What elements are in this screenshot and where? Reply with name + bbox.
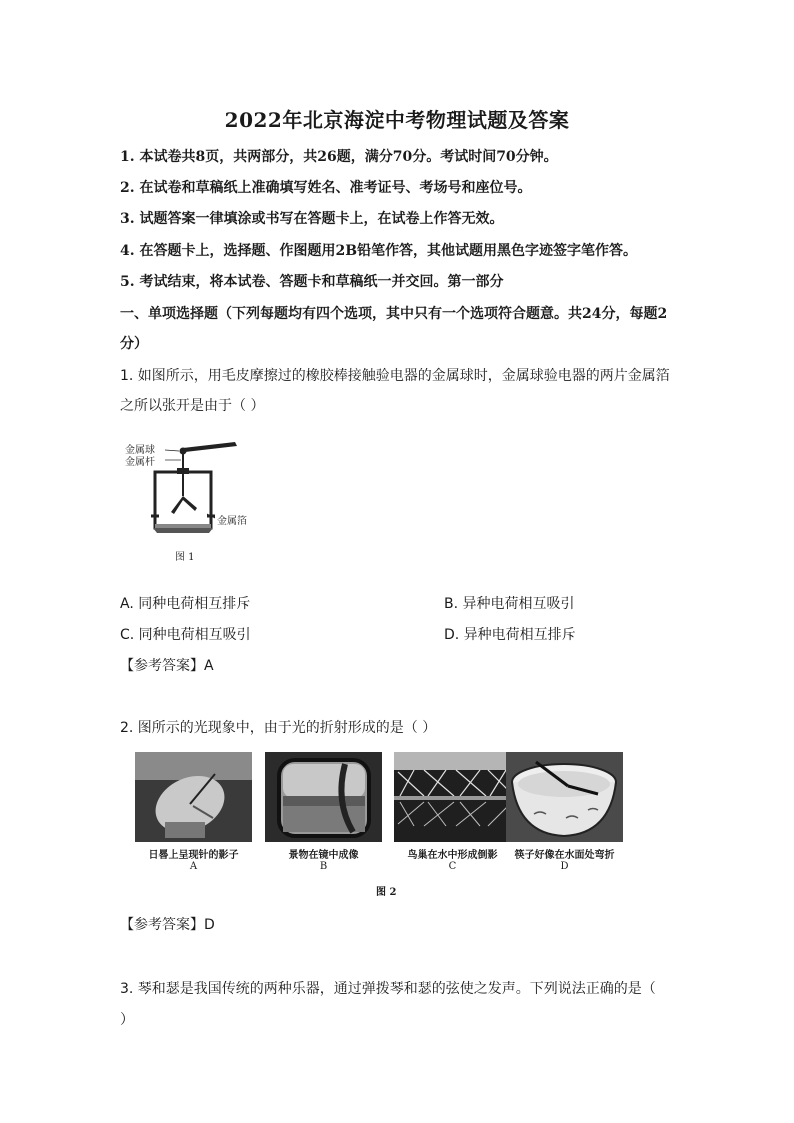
instruction-4: 4. 在答题卡上，选择题、作图题用2B铅笔作答，其他试题用黑色字迹签字笔作答。: [120, 243, 638, 259]
figure1-caption: 图 1: [175, 552, 195, 563]
q1-option-d: D. 异种电荷相互排斥: [444, 627, 576, 643]
q1-option-b: B. 异种电荷相互吸引: [444, 596, 575, 612]
section-heading-line1: 一、单项选择题（下列每题均有四个选项，其中只有一个选项符合题意。共24分，每题2: [120, 306, 668, 322]
label-metal-ball: 金属球: [125, 445, 155, 456]
label-metal-foil: 金属箔: [217, 516, 247, 527]
q3-stem-line2: ）: [120, 1012, 134, 1028]
q1-option-a: A. 同种电荷相互排斥: [120, 596, 251, 612]
page-title: 2022年北京海淀中考物理试题及答案: [224, 108, 570, 132]
q2-stem: 2. 图所示的光现象中，由于光的折射形成的是（ ）: [120, 720, 437, 736]
instruction-2: 2. 在试卷和草稿纸上准确填写姓名、准考证号、考场号和座位号。: [120, 180, 532, 196]
q1-option-c: C. 同种电荷相互吸引: [120, 627, 251, 643]
section-heading-line2: 分）: [120, 336, 148, 352]
photo-d-letter: D: [560, 861, 569, 872]
q1-stem-line2: 之所以张开是由于（ ）: [120, 398, 265, 414]
photo-c-letter: C: [448, 861, 457, 872]
photo-chopsticks: [506, 752, 623, 842]
figure2-caption: 图 2: [376, 887, 397, 898]
q3-stem-line1: 3. 琴和瑟是我国传统的两种乐器，通过弹拨琴和瑟的弦使之发声。下列说法正确的是（: [120, 981, 656, 997]
instruction-3: 3. 试题答案一律填涂或书写在答题卡上，在试卷上作答无效。: [120, 211, 504, 227]
photo-b-letter: B: [319, 861, 328, 872]
q2-answer: 【参考答案】D: [120, 917, 215, 933]
photo-c-caption: 鸟巢在水中形成倒影: [407, 850, 498, 861]
photo-a-letter: A: [189, 861, 198, 872]
photo-birds-nest: [394, 752, 511, 842]
instruction-1: 1. 本试卷共8页，共两部分，共26题，满分70分。考试时间70分钟。: [120, 149, 558, 165]
photo-b-caption: 景物在镜中成像: [288, 850, 359, 861]
photo-mirror: [265, 752, 382, 842]
photo-d-caption: 筷子好像在水面处弯折: [514, 850, 615, 861]
label-metal-rod: 金属杆: [125, 457, 155, 468]
instruction-5: 5. 考试结束，将本试卷、答题卡和草稿纸一并交回。第一部分: [120, 274, 504, 290]
photo-sundial: [135, 752, 252, 842]
q1-stem-line1: 1. 如图所示，用毛皮摩擦过的橡胶棒接触验电器的金属球时，金属球验电器的两片金属箔: [120, 368, 670, 384]
figure-electroscope: [125, 438, 265, 566]
photo-a-caption: 日晷上呈现针的影子: [148, 850, 239, 861]
q1-answer: 【参考答案】A: [120, 658, 214, 674]
